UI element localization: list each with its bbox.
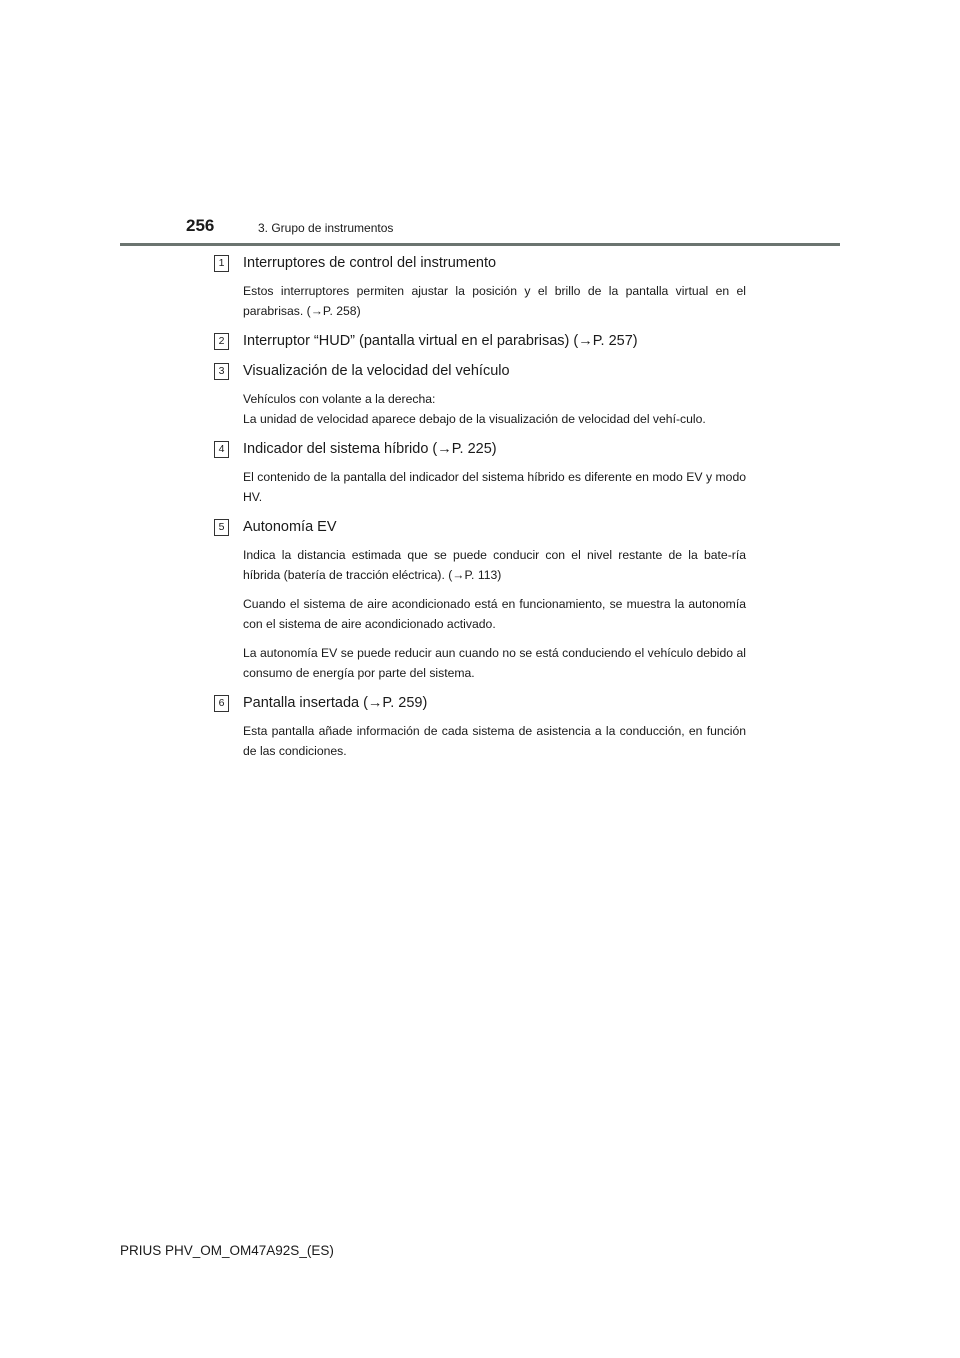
item-title: Interruptor “HUD” (pantalla virtual en el parabrisas) (→P. 257) bbox=[243, 333, 638, 349]
item-description: Vehículos con volante a la derecha: La unidad de velocidad aparece debajo de la visualización de velocidad del vehí-culo. bbox=[243, 392, 706, 426]
number-badge: 4 bbox=[214, 441, 229, 458]
item-description: Esta pantalla añade información de cada sistema de asistencia a la conducción, en función de las condiciones. bbox=[243, 724, 746, 758]
item-heading bbox=[214, 253, 746, 273]
list-item-2 bbox=[214, 331, 746, 351]
item-heading bbox=[214, 693, 746, 713]
number-badge: 5 bbox=[214, 519, 229, 536]
item-heading bbox=[214, 331, 746, 351]
item-list bbox=[214, 253, 746, 771]
item-description: Estos interruptores permiten ajustar la posición y el brillo de la pantalla virtual en el parabrisas. (→P. 258) bbox=[243, 284, 746, 318]
item-title: Indicador del sistema híbrido (→P. 225) bbox=[243, 441, 497, 457]
list-item-4 bbox=[214, 439, 746, 507]
item-heading bbox=[214, 361, 746, 381]
document-code: PRIUS PHV_OM_OM47A92S_(ES) bbox=[120, 1243, 334, 1258]
header-divider bbox=[120, 243, 840, 246]
item-description: Cuando el sistema de aire acondicionado está en funcionamiento, se muestra la autonomía con el sistema de aire acondicionado activado. bbox=[243, 597, 746, 631]
item-heading bbox=[214, 439, 746, 459]
item-description: Indica la distancia estimada que se puede conducir con el nivel restante de la bate-ría híbrida (batería de tracción eléctrica). (→P. 113) bbox=[243, 548, 746, 582]
list-item-1 bbox=[214, 253, 746, 321]
item-title: Pantalla insertada (→P. 259) bbox=[243, 695, 428, 711]
section-title: 3. Grupo de instrumentos bbox=[258, 221, 394, 235]
number-badge: 6 bbox=[214, 695, 229, 712]
item-title: Autonomía EV bbox=[243, 519, 337, 535]
number-badge: 3 bbox=[214, 363, 229, 380]
item-title: Interruptores de control del instrumento bbox=[243, 255, 497, 271]
list-item-3 bbox=[214, 361, 746, 429]
number-badge: 2 bbox=[214, 333, 229, 350]
item-title: Visualización de la velocidad del vehículo bbox=[243, 363, 510, 379]
item-description: La autonomía EV se puede reducir aun cuando no se está conduciendo el vehículo debido al consumo de energía por parte del sistema. bbox=[243, 646, 746, 680]
item-description: El contenido de la pantalla del indicador del sistema híbrido es diferente en modo EV y modo HV. bbox=[243, 470, 746, 504]
number-badge: 1 bbox=[214, 255, 229, 272]
list-item-6 bbox=[214, 693, 746, 761]
page-number: 256 bbox=[186, 216, 215, 235]
item-heading bbox=[214, 517, 746, 537]
list-item-5 bbox=[214, 517, 746, 683]
